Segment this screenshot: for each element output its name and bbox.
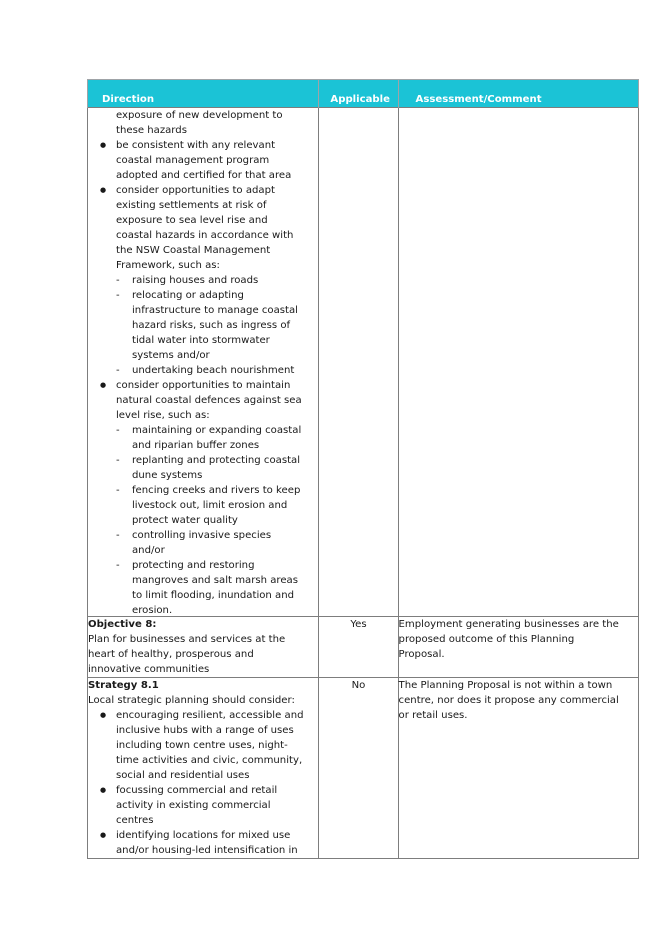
dash-item-continuation: erosion. (132, 605, 173, 616)
bullet-item: ● identifying locations for mixed use (88, 828, 318, 843)
bullet-item-continuation: time activities and civic, community, (116, 755, 303, 766)
bullet-item-continuation: existing settlements at risk of (116, 200, 267, 211)
bullet-item-continuation: these hazards (116, 125, 187, 136)
dash-item-continuation: and/or (132, 545, 165, 556)
row3-direction-list (88, 708, 318, 858)
assessment-line: Proposal. (398, 649, 445, 660)
dash-item-continuation: systems and/or (132, 350, 210, 361)
table-row-strategy-8-1 (88, 678, 639, 859)
objective-line: innovative communities (88, 664, 210, 675)
row3-direction-cell (88, 678, 319, 859)
row2-direction-cell (88, 617, 319, 678)
bullet-item-continuation: inclusive hubs with a range of uses (116, 725, 294, 736)
strategy-title: Strategy 8.1 (88, 680, 159, 691)
bullet-item-continuation: centres (116, 815, 154, 826)
row1-applicable-cell (319, 108, 398, 617)
bullet-item-continuation: social and residential uses (116, 770, 250, 781)
dash-item-continuation: mangroves and salt marsh areas (132, 575, 298, 586)
row1-assessment-cell (398, 108, 638, 617)
row1-direction-cell (88, 108, 319, 617)
bullet-item: ● consider opportunities to maintain (88, 378, 318, 393)
row3-applicable-cell: No (319, 678, 398, 859)
assessment-line: centre, nor does it propose any commercial (398, 695, 619, 706)
row2-applicable-cell: Yes (319, 617, 398, 678)
bullet-item: ● be consistent with any relevant (88, 138, 318, 153)
dash-item: - raising houses and roads (88, 273, 318, 288)
dash-item: - controlling invasive species (88, 528, 318, 543)
dash-item-continuation: tidal water into stormwater (132, 335, 270, 346)
assessment-line: Employment generating businesses are the (398, 619, 619, 630)
strategy-intro: Local strategic planning should consider: (88, 695, 295, 706)
bullet-item: ● encouraging resilient, accessible and (88, 708, 318, 723)
row3-assessment-cell (398, 678, 638, 859)
objective-title: Objective 8: (88, 619, 157, 630)
assessment-line: proposed outcome of this Planning (398, 634, 575, 645)
header-applicable: Applicable (319, 80, 398, 108)
bullet-item-continuation: coastal management program (116, 155, 270, 166)
bullet-item-continuation: coastal hazards in accordance with (116, 230, 294, 241)
dash-item-continuation: infrastructure to manage coastal (132, 305, 298, 316)
bullet-item-continuation: level rise, such as: (116, 410, 210, 421)
bullet-item-continuation: the NSW Coastal Management (116, 245, 271, 256)
bullet-item-continuation: exposure to sea level rise and (116, 215, 268, 226)
table-row-coastal (88, 108, 639, 617)
header-direction: Direction (88, 80, 319, 108)
table-row-objective-8 (88, 617, 639, 678)
table-header-row (88, 80, 639, 108)
dash-item: - maintaining or expanding coastal (88, 423, 318, 438)
dash-item-continuation: hazard risks, such as ingress of (132, 320, 291, 331)
dash-item-continuation: and riparian buffer zones (132, 440, 260, 451)
dash-item: - undertaking beach nourishment (88, 363, 318, 378)
bullet-item-continuation: Framework, such as: (116, 260, 220, 271)
objective-line: Plan for businesses and services at the (88, 634, 286, 645)
row1-direction-list (88, 108, 318, 616)
dash-item: - fencing creeks and rivers to keep (88, 483, 318, 498)
bullet-item-continuation: and/or housing-led intensification in (116, 845, 298, 856)
dash-item-continuation: protect water quality (132, 515, 238, 526)
bullet-item-continuation: exposure of new development to (116, 110, 283, 121)
dash-item: - protecting and restoring (88, 558, 318, 573)
bullet-item: ● consider opportunities to adapt (88, 183, 318, 198)
objective-line: heart of healthy, prosperous and (88, 649, 254, 660)
bullet-item-continuation: adopted and certified for that area (116, 170, 292, 181)
bullet-item-continuation: natural coastal defences against sea (116, 395, 302, 406)
bullet-item-continuation: including town centre uses, night- (116, 740, 288, 751)
bullet-item: ● focussing commercial and retail (88, 783, 318, 798)
assessment-line: The Planning Proposal is not within a town (398, 680, 613, 691)
dash-item: - relocating or adapting (88, 288, 318, 303)
dash-item-continuation: livestock out, limit erosion and (132, 500, 288, 511)
assessment-line: or retail uses. (398, 710, 468, 721)
bullet-item-continuation: activity in existing commercial (116, 800, 271, 811)
header-assessment: Assessment/Comment (398, 80, 638, 108)
dash-item-continuation: dune systems (132, 470, 203, 481)
dash-item: - replanting and protecting coastal (88, 453, 318, 468)
row2-assessment-cell (398, 617, 638, 678)
dash-item-continuation: to limit flooding, inundation and (132, 590, 295, 601)
direction-table (87, 79, 639, 859)
